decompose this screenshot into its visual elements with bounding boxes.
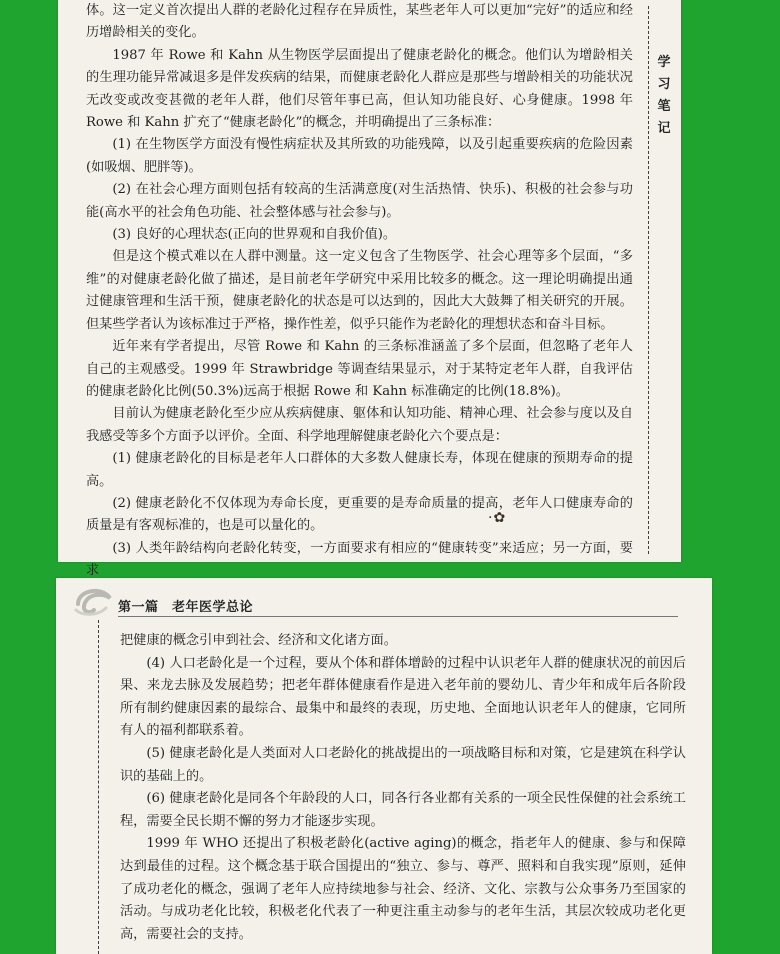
key-point-6: (6) 健康老龄化是同各个年龄段的人口，同各行各业都有关系的一项全民性保健的社会系统工程，需要全民长期不懈的努力才能逐步实现。	[120, 791, 686, 829]
criterion-3: (3) 良好的心理状态(正向的世界观和自我价值)。	[112, 227, 397, 243]
key-point-3: (3) 人类年龄结构向老龄化转变，一方面要求有相应的“健康转变”来适应；另一方面，要求	[86, 540, 633, 579]
notes-margin-rule	[648, 6, 649, 554]
study-notes-char: 习	[657, 77, 671, 92]
upper-book-page	[58, 0, 681, 579]
paragraph-evaluation: 目前认为健康老龄化至少应从疾病健康、躯体和认知功能、精神心理、社会参与度以及自我感受等多个方面予以评价。全面、科学地理解健康老龄化六个要点是：	[86, 406, 633, 444]
notes-margin-rule	[98, 620, 99, 954]
paragraph-active-aging: 1999 年 WHO 还提出了积极老龄化(active aging)的概念，指老年人的健康、参与和保障达到最佳的过程。这个概念基于联合国提出的“独立、参与、尊严、照料和自我实现”原则，延伸了成功老化的概念，强调了老年人应持续地参与社会、经济、文化、宗教与公众事务乃至国家的活动。与成功老化比较，积极老化代表了一种更注重主动参与的老年生活，其层次较成功老化更高，需要社会的支持。	[120, 836, 686, 942]
criterion-2: (2) 在社会心理方面则包括有较高的生活满意度(对生活热情、快乐)、积极的社会参与功能(高水平的社会角色功能、社会整体感与社会参与)。	[86, 182, 633, 220]
chapter-title: 第一篇 老年医学总论	[118, 600, 254, 615]
ink-smudge-icon: ·✿	[488, 510, 507, 526]
running-header	[56, 578, 712, 616]
paragraph-continuation: 把健康的概念引申到社会、经济和文化诸方面。	[120, 633, 397, 648]
key-point-2: (2) 健康老龄化不仅体现为寿命长度，更重要的是寿命质量的提高，老年人口健康寿命的质量是有客观标准的，也是可以量化的。	[86, 495, 633, 534]
criterion-1: (1) 在生物医学方面没有慢性病症状及其所致的功能残障，以及引起重要疾病的危险因素(如吸烟、肥胖等)。	[86, 137, 633, 175]
study-notes-label	[655, 52, 673, 140]
key-point-1: (1) 健康老龄化的目标是老年人口群体的大多数人健康长寿，体现在健康的预期寿命的提高。	[86, 451, 633, 489]
study-notes-char: 笔	[657, 99, 671, 114]
study-notes-char: 学	[657, 55, 671, 70]
study-notes-char: 记	[657, 121, 671, 136]
key-point-4: (4) 人口老龄化是一个过程，要从个体和群体增龄的过程中认识老年人群的健康状况的前因后果、来龙去脉及发展趋势；把老年群体健康看作是进入老年前的婴幼儿、青少年和成年后各阶段所有制约健康因素的最综合、最集中和最终的表现，历史地、全面地认识老年人的健康，它同所有人的福利都联系着。	[120, 655, 686, 739]
lower-book-page	[56, 578, 712, 954]
paragraph-continuation: 体。这一定义首次提出人群的老龄化过程存在异质性，某些老年人可以更加“完好”的适应和经历增龄相关的变化。	[86, 3, 633, 41]
key-point-5: (5) 健康老龄化是人类面对人口老龄化的挑战提出的一项战略目标和对策，它是建筑在科学认识的基础上的。	[120, 745, 686, 784]
chapter-swirl-icon	[72, 584, 116, 618]
paragraph-rowe-kahn: 1987 年 Rowe 和 Kahn 从生物医学层面提出了健康老龄化的概念。他们认为增龄相关的生理功能异常减退多是伴发疾病的结果，而健康老龄化人群应是那些与增龄相关的功能状况无改变或改变甚微的老年人群，他们尽管年事已高，但认知功能良好、心身健康。1998 年 Rowe 和 Kahn 扩充了“健康老龄化”的概念，并明确提出了三条标准：	[86, 47, 633, 131]
paragraph-measurement: 但是这个模式难以在人群中测量。这一定义包含了生物医学、社会心理等多个层面，“多维”的对健康老龄化做了描述，是目前老年学研究中采用比较多的概念。这一理论明确提出通过健康管理和生活干预，健康老龄化的状态是可以达到的，因此大大鼓舞了相关研究的开展。但某些学者认为该标准过于严格，操作性差，似乎只能作为老龄化的理想状态和奋斗目标。	[86, 249, 633, 332]
upper-page-body	[86, 0, 633, 583]
lower-page-body	[120, 630, 686, 946]
header-divider	[118, 616, 678, 617]
paragraph-subjective: 近年来有学者提出，尽管 Rowe 和 Kahn 的三条标准涵盖了多个层面，但忽略了老年人自己的主观感受。1999 年 Strawbridge 等调查结果显示，对于某特定老年人群，自我评估的健康老龄化比例(50.3%)远高于根据 Rowe 和 Kahn 标准确定的比例(18.8%)。	[86, 339, 633, 399]
